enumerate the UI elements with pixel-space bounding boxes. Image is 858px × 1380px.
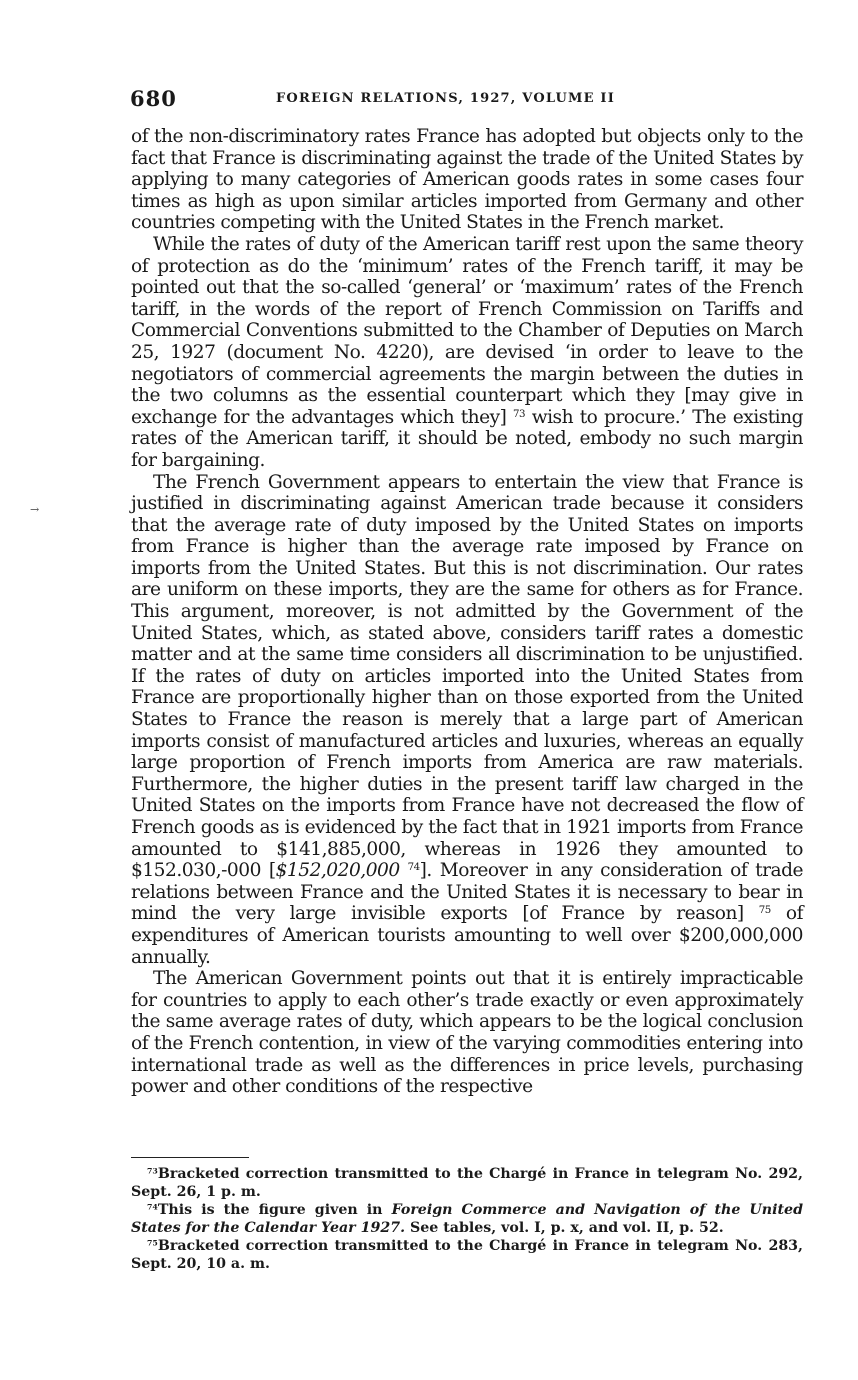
margin-mark: → (30, 503, 40, 516)
paragraph: The American Government points out that it is entirely impracticable for countries to apply to each other’s trade exactly or even approximately the same average rates of duty, which appears to be the logical conclusion of the French contention, in view of the varying commodities entering into international trade as well as the differences in price levels, purchasing power and other conditions of the respective (131, 968, 803, 1098)
body-text (131, 126, 803, 1098)
paragraph-text: ]. Moreover in any consideration of trade relations between France and the United States it is necessary to bear in mind the very large invisible exports [of France by reason] (131, 860, 803, 925)
italic-figure: $152,020,000 (275, 860, 400, 882)
footnote-divider (131, 1157, 249, 1158)
footnote (131, 1237, 803, 1273)
footnote-number: 74 (147, 1202, 158, 1212)
footnote-ref: 75 (758, 905, 771, 917)
paragraph-text: wish to procure.’ The existing rates of the American tariff, it should be noted, embody no such margin for bargaining. (131, 406, 803, 471)
running-title: FOREIGN RELATIONS, 1927, VOLUME II (276, 91, 615, 106)
paragraph-text: The French Government appears to entertain the view that France is justified in discriminating against American trade because it considers that the average rate of duty imposed by the United States on imports from France is higher than the average rate imposed by France on imports from the United States. But this is not discrimination. Our rates are uniform on these imports, they are the same for others as for France. This argument, moreover, is not admitted by the Government of the United States, which, as stated above, considers tariff rates a domestic matter and at the same time considers all discrimination to be unjustified. If the rates of duty on articles imported into the United States from France are proportionally higher than on those exported from the United States to France the reason is merely that a large part of American imports consist of manufactured articles and luxuries, whereas an equally large proportion of French imports from America are raw materials. Furthermore, the higher duties in the present tariff law charged in the United States on the imports from France have not decreased the flow of French goods as is evidenced by the fact that in 1921 imports from France amounted to $141,885,000, whereas in 1926 they amounted to $152.030,-000 [ (131, 471, 803, 882)
footnote-ref: 74 (407, 862, 420, 874)
paragraph-text: of expenditures of American tourists amounting to well over $200,000,000 annually. (131, 903, 803, 968)
footnote-text: This is the figure given in (157, 1202, 392, 1218)
paragraph-text: While the rates of duty of the American tariff rest upon the same theory of protection as do the ‘minimum’ rates of the French tariff, it may be pointed out that the so-called ‘general’ or ‘maximum’ rates of the French tariff, in the words of the report of French Commission on Tariffs and Commercial Conventions submitted to the Chamber of Deputies on March 25, 1927 (document No. 4220), are devised ‘in order to leave to the negotiators of commercial agreements the margin between the duties in the two columns as the essential counterpart which they [may give in exchange for the advantages which they] (131, 233, 803, 428)
footnote-italic-title: Foreign Commerce and Navigation of the United States for the Calendar Year 1927. (131, 1202, 804, 1236)
footnote (131, 1165, 803, 1201)
footnote (131, 1201, 803, 1237)
footnote-number: 73 (147, 1166, 158, 1176)
page-number: 680 (130, 86, 177, 111)
paragraph (131, 472, 803, 969)
footnote-text: See tables, vol. I, p. x, and vol. II, p. 52. (405, 1220, 724, 1236)
footnote-text: Bracketed correction transmitted to the Chargé in France in telegram No. 283, Sept. 20, 10 a. m. (131, 1238, 803, 1272)
footnote-ref: 73 (513, 408, 526, 420)
paragraph (131, 234, 803, 472)
footnote-text: Bracketed correction transmitted to the Chargé in France in telegram No. 292, Sept. 26, 1 p. m. (131, 1166, 803, 1200)
footnote-number: 75 (147, 1238, 158, 1248)
paragraph: of the non-discriminatory rates France has adopted but objects only to the fact that France is discriminating against the trade of the United States by applying to many categories of American goods rates in some cases four times as high as upon similar articles imported from Germany and other countries competing with the United States in the French market. (131, 126, 803, 234)
footnotes (131, 1165, 803, 1273)
